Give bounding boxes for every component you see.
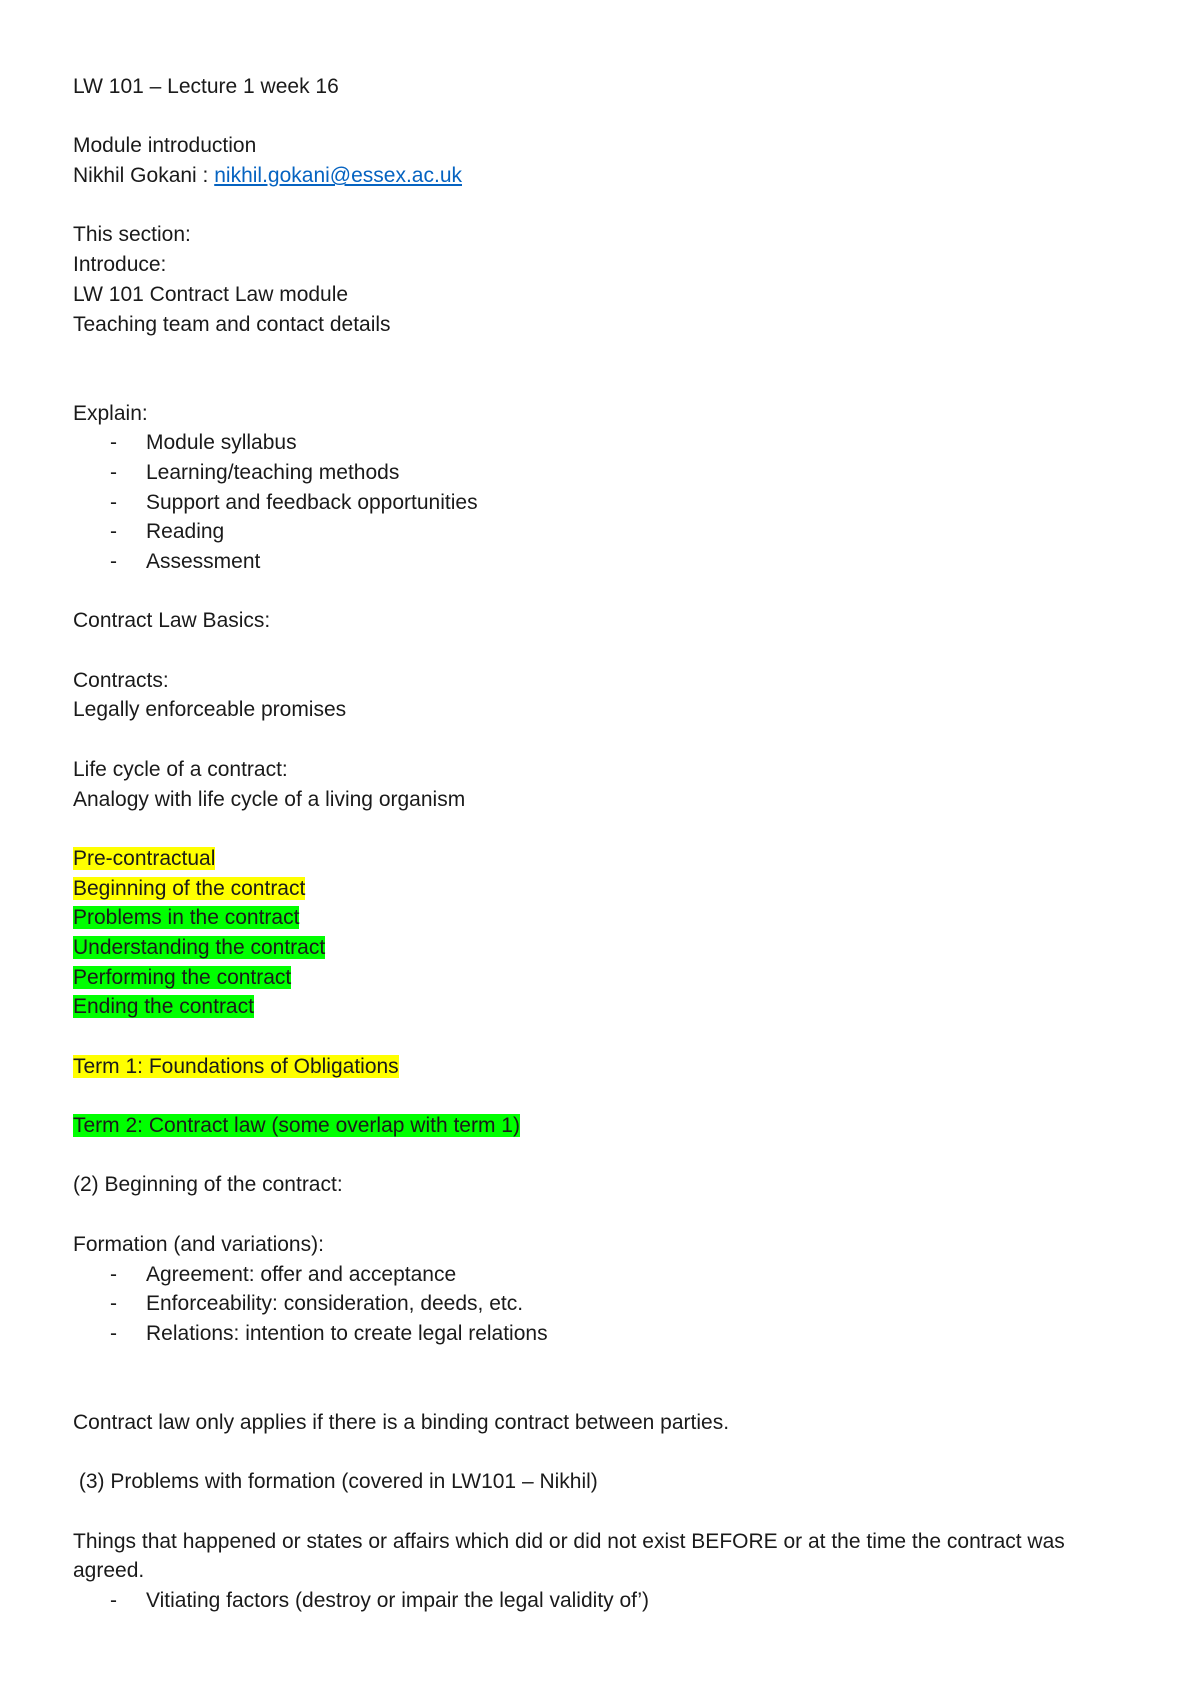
stage-green-highlight: Understanding the contract xyxy=(73,935,326,959)
bullet-dash: - xyxy=(110,490,117,514)
stage-yellow-highlight: Pre-contractual xyxy=(73,846,216,870)
stage-line xyxy=(73,992,1133,1022)
explain-list-item: - Assessment xyxy=(73,547,1133,577)
stage-line xyxy=(73,963,1133,993)
contracts-heading: Contracts: xyxy=(73,668,169,692)
stage-yellow-highlight: Beginning of the contract xyxy=(73,876,306,900)
bullet-dash: - xyxy=(110,460,117,484)
stage-green-highlight: Ending the contract xyxy=(73,995,254,1019)
bullet-dash: - xyxy=(110,1321,117,1345)
lecturer-line xyxy=(73,161,1133,191)
stage-green-highlight: Performing the contract xyxy=(73,965,292,989)
problems-heading: (3) Problems with formation (covered in LW101 – Nikhil) xyxy=(73,1470,598,1494)
stage-green-highlight: Problems in the contract xyxy=(73,906,300,930)
lifecycle-heading: Life cycle of a contract: xyxy=(73,757,288,781)
binding-note: Contract law only applies if there is a binding contract between parties. xyxy=(73,1410,730,1434)
formation-heading: Formation (and variations): xyxy=(73,1232,324,1256)
stage-line xyxy=(73,844,1133,874)
bullet-dash: - xyxy=(110,1292,117,1316)
introduce-item: LW 101 Contract Law module xyxy=(73,282,349,306)
term1-line xyxy=(73,1052,1133,1082)
formation-list-item: - Agreement: offer and acceptance xyxy=(73,1260,1133,1290)
formation-list-item: - Relations: intention to create legal relations xyxy=(73,1319,1133,1349)
introduce-heading: Introduce: xyxy=(73,253,167,277)
introduce-item: Teaching team and contact details xyxy=(73,312,391,336)
term2-highlight: Term 2: Contract law (some overlap with term 1) xyxy=(73,1114,520,1138)
things-paragraph: Things that happened or states or affairs which did or did not exist BEFORE or at the time the contract was agreed. xyxy=(73,1529,1065,1583)
module-intro: Module introduction xyxy=(73,134,257,158)
section-heading: This section: xyxy=(73,223,191,247)
bullet-dash: - xyxy=(110,1589,117,1613)
stage-line xyxy=(73,874,1133,904)
bullet-dash: - xyxy=(110,550,117,574)
explain-list-item: - Support and feedback opportunities xyxy=(73,488,1133,518)
basics-heading: Contract Law Basics: xyxy=(73,609,271,633)
document-body xyxy=(73,72,1133,1616)
term2-line xyxy=(73,1111,1133,1141)
beginning-heading: (2) Beginning of the contract: xyxy=(73,1173,343,1197)
formation-list-item: - Enforceability: consideration, deeds, etc. xyxy=(73,1289,1133,1319)
bullet-dash: - xyxy=(110,520,117,544)
bullet-dash: - xyxy=(110,1262,117,1286)
explain-list-item: - Module syllabus xyxy=(73,428,1133,458)
contracts-definition: Legally enforceable promises xyxy=(73,698,347,722)
lecturer-name: Nikhil Gokani : xyxy=(73,164,215,188)
explain-heading: Explain: xyxy=(73,401,148,425)
explain-list-item: - Learning/teaching methods xyxy=(73,458,1133,488)
term1-highlight: Term 1: Foundations of Obligations xyxy=(73,1054,399,1078)
stage-line xyxy=(73,933,1133,963)
lifecycle-definition: Analogy with life cycle of a living organism xyxy=(73,787,466,811)
explain-list-item: - Reading xyxy=(73,517,1133,547)
lecture-title: LW 101 – Lecture 1 week 16 xyxy=(73,75,339,98)
stage-line xyxy=(73,903,1133,933)
bullet-dash: - xyxy=(110,431,117,455)
lecturer-email-link[interactable]: nikhil.gokani@essex.ac.uk xyxy=(214,164,462,188)
vitiating-list-item: - Vitiating factors (destroy or impair the legal validity of’) xyxy=(73,1586,1133,1616)
